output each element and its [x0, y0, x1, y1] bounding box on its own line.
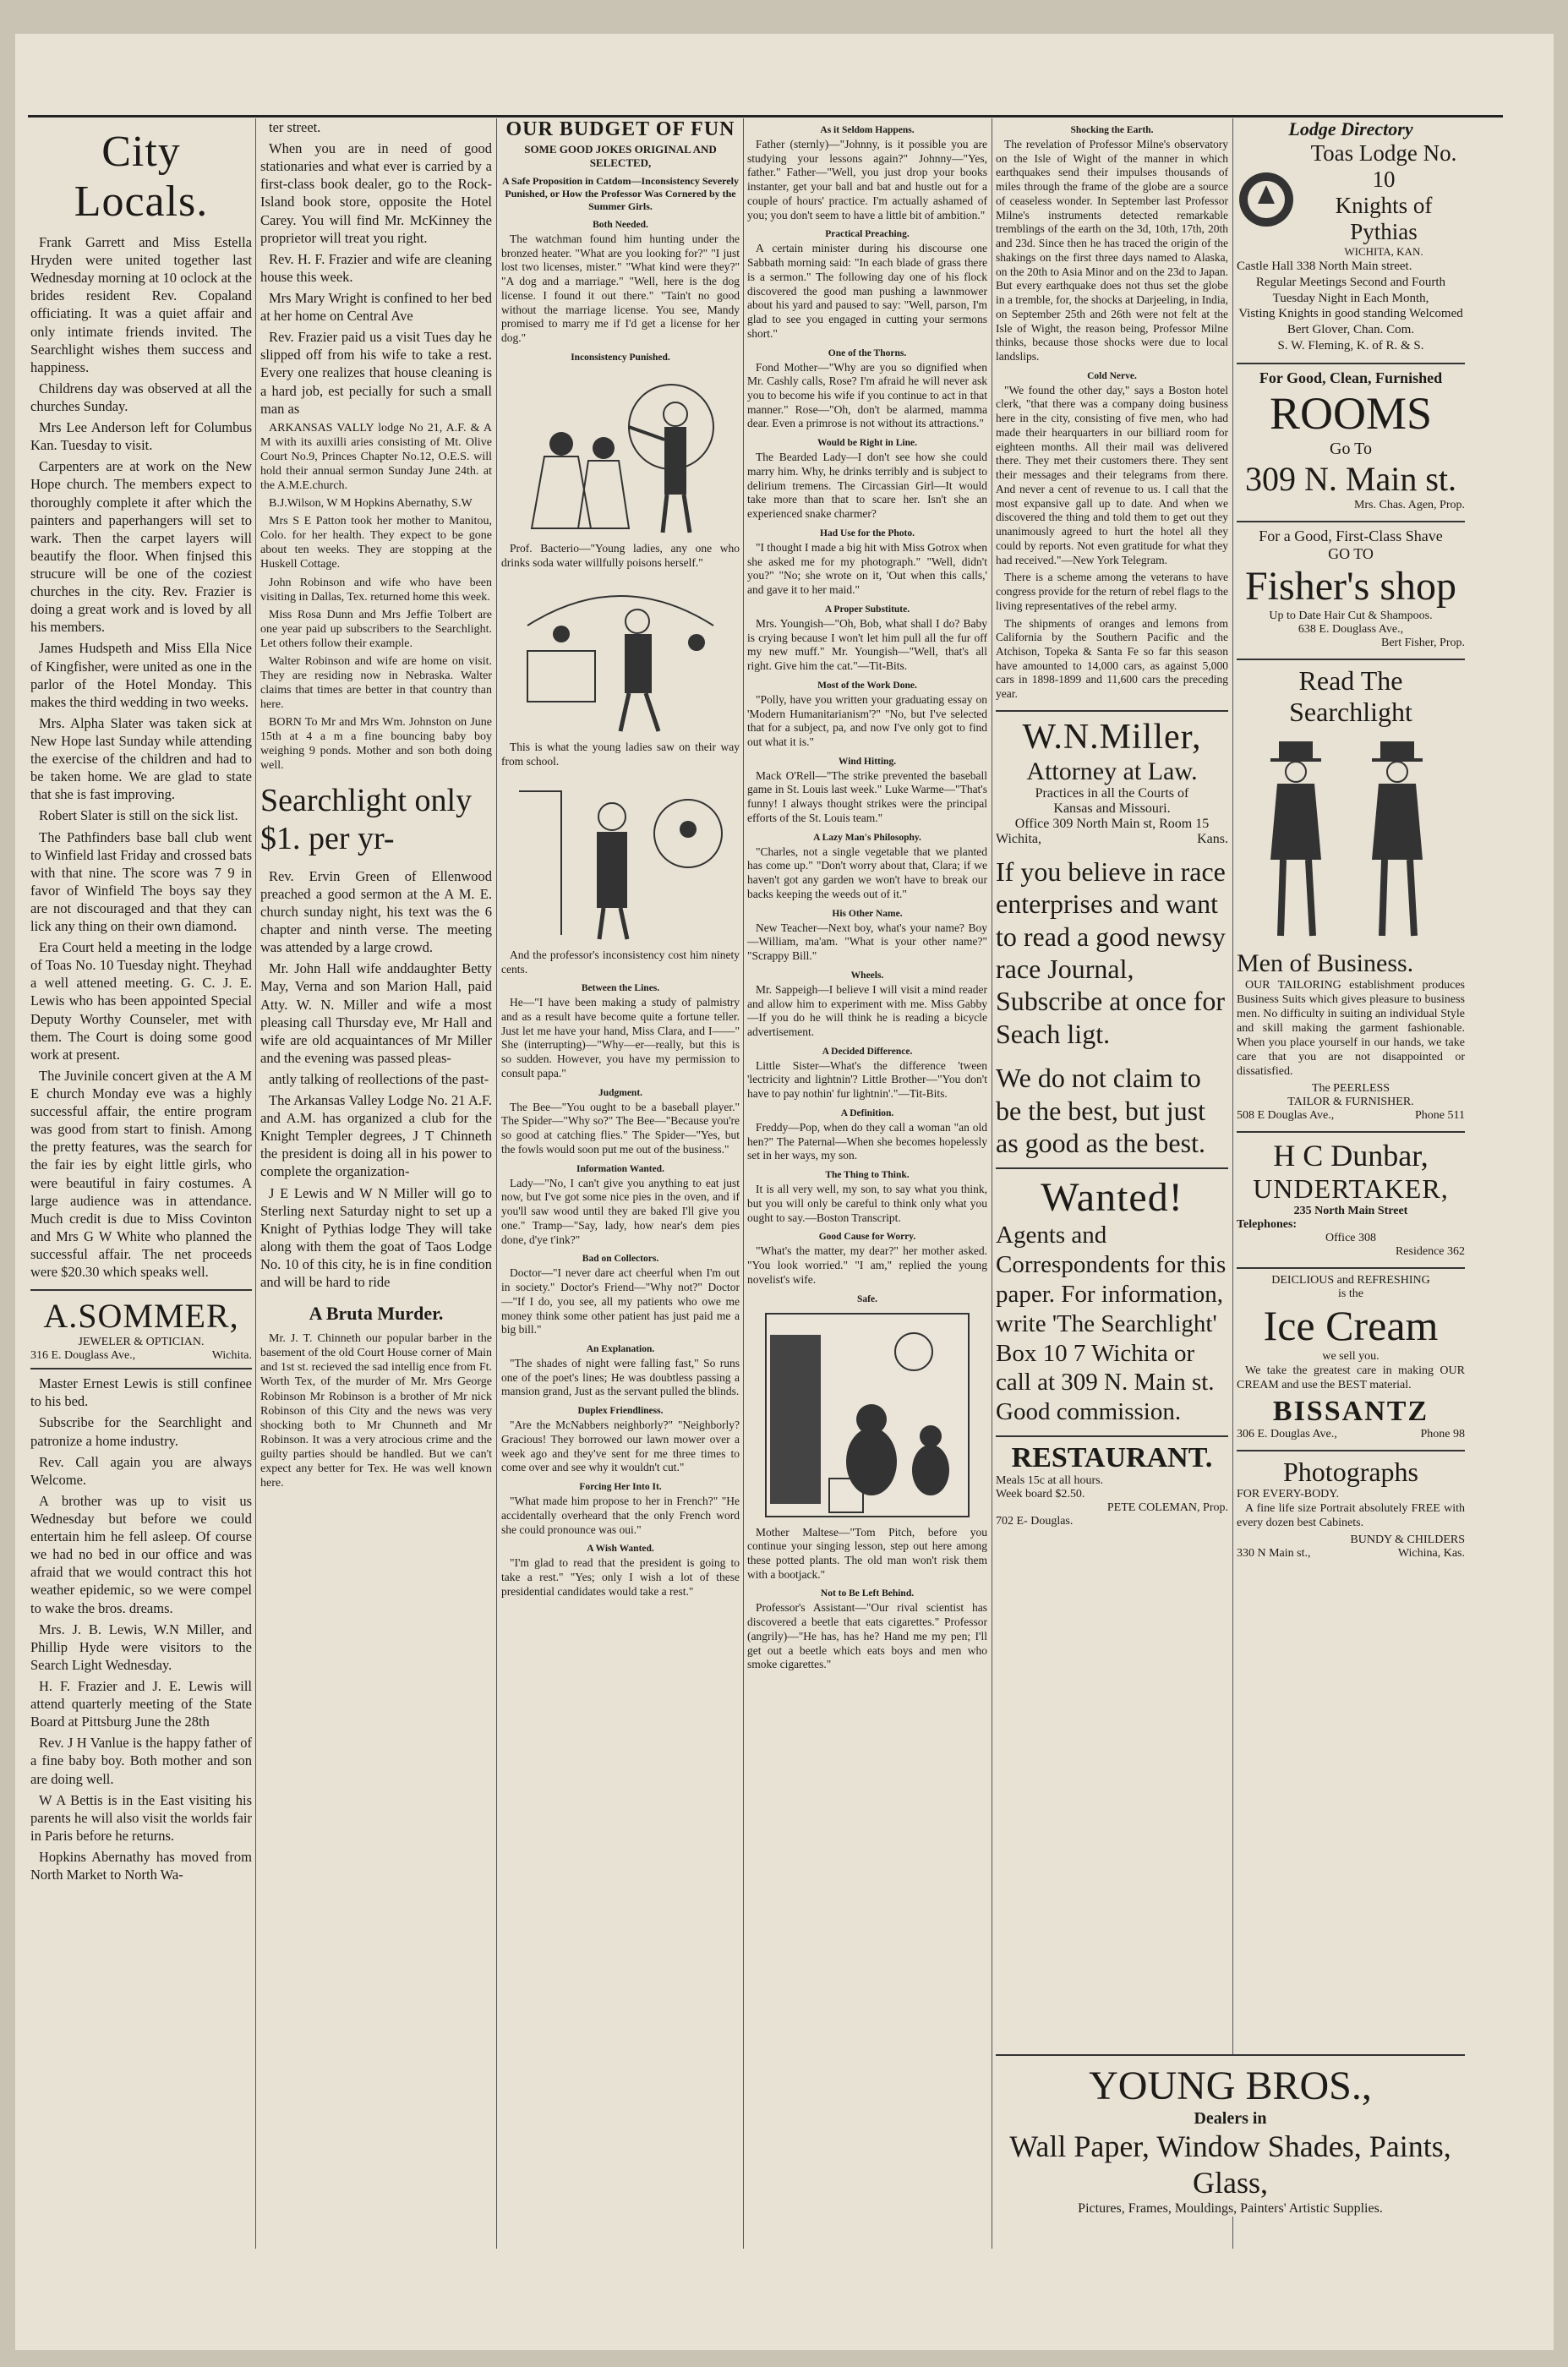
- local-item: H. F. Frazier and J. E. Lewis will attend quarterly meeting of the State Board at Pittsburg June the 28th: [30, 1677, 252, 1730]
- miller-ad: [996, 710, 1228, 847]
- read-searchlight: Read The Searchlight: [1237, 659, 1465, 728]
- column-two-items: [260, 118, 492, 418]
- joke-heading: A Proper Substitute.: [824, 604, 910, 615]
- joke-text: It is all very well, my son, to say what you think, but you will only be careful to think only what you ought to say.—Boston Transcript.: [747, 1183, 987, 1224]
- joke-heading: A Lazy Man's Philosophy.: [813, 832, 921, 843]
- restaurant-meals: Meals 15c at all hours.: [996, 1474, 1104, 1487]
- local-item: Hopkins Abernathy has moved from North Market to North Wa-: [30, 1848, 252, 1883]
- young-dealers: Dealers in: [1194, 2109, 1267, 2128]
- joke-heading: Would be Right in Line.: [817, 438, 917, 449]
- joke-text: "What's the matter, my dear?" her mother asked. "You look worried." "I am," replied the young novelist's wife.: [747, 1244, 987, 1286]
- rooms-ad: [1237, 363, 1465, 512]
- local-item: Robert Slater is still on the sick list.: [39, 807, 238, 824]
- joke-heading: Cold Nerve.: [1087, 370, 1137, 381]
- young-goods: Wall Paper, Window Shades, Paints, Glass,: [1009, 2129, 1451, 2200]
- restaurant-title: RESTAURANT.: [1011, 1442, 1213, 1473]
- joke-text: Mrs. Youngish—"Oh, Bob, what shall I do? Baby is crying because I won't let him pull all the fur off my new muff." Mr. Youngish—"Well, that's all right. Give him the cat."—Tit-Bits.: [747, 616, 987, 673]
- miller-states: Kansas and Missouri.: [1053, 801, 1171, 816]
- local-item: W A Bettis is in the East visiting his parents he will also visit the worlds fair in Paris before he returns.: [30, 1791, 252, 1844]
- professor-illustration: [511, 368, 730, 537]
- column-two: [260, 118, 492, 1494]
- column-jokes: [747, 118, 987, 1675]
- joke-text: Mr. Sappeigh—I believe I will visit a mind reader and allow him to experiment with me. Miss Gabby—If you do he will think he is reading a bicycle advertisement.: [747, 982, 987, 1038]
- illustration-caption-2: This is what the young ladies saw on their way from school.: [501, 741, 740, 768]
- illustration-caption-1: Prof. Bacterio—"Young ladies, any one who drinks soda water willfully poisons herself.": [501, 541, 740, 569]
- ice-cream-ad: [1237, 1267, 1465, 1441]
- tailor-name: The PEERLESS: [1311, 1082, 1390, 1096]
- column-directory: [1237, 118, 1465, 1561]
- joke-text: "What made him propose to her in French?" "He accidentally overheard that the only French word she could pronounce was oui.": [501, 1495, 740, 1536]
- joke-heading: Information Wanted.: [576, 1163, 664, 1174]
- joke-text: Professor's Assistant—"Our rival scientist has discovered a beetle that eats cigarettes." Professor (angrily)—"He has, has he? Hand me my pen; I'll get out a beetle which eats boys and men who smoke cigarettes.": [747, 1601, 987, 1671]
- restaurant-prop: PETE COLEMAN, Prop.: [1106, 1501, 1228, 1514]
- local-item: Rev. Frazier paid us a visit Tues day he slipped off from his wife to take a rest. Every one realizes that house cleaning is a hard job, est pecially for such a small man as: [260, 329, 492, 417]
- miller-name: W.N.Miller,: [1022, 717, 1202, 757]
- icecream-we: we sell you.: [1322, 1350, 1380, 1364]
- local-item: Mr. John Hall wife anddaughter Betty May, Verna and son Marion Hall, paid Atty. W. N. Miller and wife a most pleasing call Thursday eve, Mr Hall and wife are old acquaintances of Mr Miller and the evening was passed pleas-: [260, 960, 492, 1066]
- jokes-group-4: [996, 125, 1228, 567]
- local-item: Rev. H. F. Frazier and wife are cleaning house this week.: [260, 250, 492, 285]
- lodge-line: Tuesday Night in Each Month,: [1272, 291, 1429, 305]
- joke-text: Little Sister—What's the difference 'tween 'lectricity and lightnin'? Little Brother—"You don't have to pay nothin' fur lightnin'."—Tit-Bits.: [747, 1058, 987, 1101]
- wanted-title: Wanted!: [1041, 1175, 1183, 1221]
- local-item: Era Court held a meeting in the lodge of Toas No. 10 Tuesday night. Theyhad a well attened meeting. G. C. J. E. Lewis who has been appointed Special Deputy Worthy Counseler, met with them. The Court is doing some good work at present.: [30, 939, 252, 1063]
- wanted-text: Agents and Correspondents for this paper. For information, write 'The Searchlight' Box 10 7 Wichita or call at 309 N. Main st. Good commission.: [996, 1222, 1227, 1426]
- sommer-ad: [30, 1289, 252, 1369]
- joke-heading: Bad on Collectors.: [582, 1254, 659, 1265]
- joke-text: Doctor—"I never dare act cheerful when I'm out in society." Doctor's Friend—"Why not?" Doctor—"If I do, you see, all my patients who owe me money think some other patient has just paid me a big bill.": [501, 1266, 740, 1337]
- murder-headline: A Bruta Murder.: [309, 1303, 444, 1325]
- illustration-caption-3: And the professor's inconsistency cost him ninety cents.: [501, 948, 740, 976]
- photos-firm: BUNDY & CHILDERS: [1350, 1533, 1465, 1547]
- bissantz-name: BISSANTZ: [1272, 1396, 1429, 1428]
- joke-text: A certain minister during his discourse one Sabbath morning said: "In each blade of grass there is a sermon." The following day one of his flock discovered the good man pushing a lawnmower about his yard and paused to say: "Well, parson, I'm glad to see you engaged in cutting your sermons short.": [747, 242, 987, 340]
- lodge-directory-heading: Lodge Directory: [1288, 118, 1413, 139]
- lodge-title: Toas Lodge No. 10: [1310, 140, 1457, 192]
- tailor-text: OUR TAILORING establishment produces Business Suits which gives pleasure to business men. No difficulty in suiting an individual Style and skill making the garment fashionable. When you place yourself in our hands, we take care that you are not disappointed or dissatisfied.: [1237, 978, 1465, 1078]
- fisher-goto: GO TO: [1328, 544, 1374, 562]
- jokes-group-2: [501, 983, 740, 1599]
- icecream-is: is the: [1338, 1287, 1363, 1301]
- joke-text: Mack O'Rell—"The strike prevented the baseball game in St. Louis last week." Luke Warme—"That's funny! I always thought strikes were the principal efforts of the St. Louis team.": [747, 768, 987, 824]
- joke-heading: Between the Lines.: [581, 983, 660, 994]
- lodge-lines: [1237, 259, 1465, 354]
- top-rule: [28, 115, 1503, 118]
- dunbar-telephones: Telephones:: [1237, 1218, 1298, 1232]
- column-two-small-items: [260, 421, 492, 774]
- knights-emblem-icon: [1237, 170, 1296, 229]
- rooms-address: 309 N. Main st.: [1245, 459, 1456, 498]
- local-item: J E Lewis and W N Miller will go to Sterling next Saturday night to set up a Knight of Pythias lodge They will take along with them the goat of Taos Lodge No. 10 of this city, he is in fine condition and will be hard to ride: [260, 1184, 492, 1291]
- tailor-address: 508 E Douglas Ave.,: [1237, 1109, 1335, 1123]
- joke-heading: A Wish Wanted.: [587, 1544, 654, 1555]
- joke-heading: Forcing Her Into It.: [579, 1482, 662, 1493]
- bissantz-phone: Phone 98: [1420, 1428, 1465, 1441]
- local-item: Subscribe for the Searchlight and patronize a home industry.: [30, 1414, 252, 1449]
- sommer-city: Wichita.: [211, 1349, 252, 1363]
- joke-text: "The shades of night were falling fast," So runs one of the poet's lines; He was doubtless passing a mansion grand, Just as the servant pulled the blinds.: [501, 1356, 740, 1398]
- local-item: A brother was up to visit us Wednesday but before we could entertain him he fell asleep. Of course we had no bed in our office and was afraid that we would contract this hot weather epidemic, so we were compel to wake the bros. dreams.: [30, 1492, 252, 1616]
- miller-title: Attorney at Law.: [1026, 757, 1198, 785]
- joke-heading: An Explanation.: [586, 1343, 655, 1354]
- joke-heading: As it Seldom Happens.: [820, 125, 915, 135]
- dunbar-residence: Residence 362: [1395, 1245, 1465, 1259]
- joke-heading: Practical Preaching.: [825, 229, 910, 240]
- joke-heading: Safe.: [857, 1293, 877, 1304]
- icecream-top: DEICLIOUS and REFRESHING: [1271, 1274, 1430, 1287]
- column-rule: [496, 118, 497, 2249]
- joke-text: "I thought I made a big hit with Miss Gotrox when she asked me for my photograph." "Well, didn't you?" "No; she wrote on it, 'Out when this calls,' and gave it to her maid.": [747, 540, 987, 597]
- murder-story: Mr. J. T. Chinneth our popular barber in the basement of the old Court House corner of Main and 1st st. recieved the sad intellig ence from Ft. Worth Tex, of the murder of Mr. Mrs George Robinson Mr Robinson is a brother of Mr nick Robinson of this City and the news was very shocking both to Mr Chunneth and Mr Robinson. It was a very atrocious crime and the guilty parties should be handled. But we can't expect any better for Tex. He was well known here.: [260, 1332, 492, 1490]
- joke-text: "Charles, not a single vegetable that we planted has come up." "Don't worry about that, Clara; if we haven't got any garden we won't have to break our backs keeping the weeds out of it.": [747, 845, 987, 900]
- budget-deck: A Safe Proposition in Catdom—Inconsistency Severely Punished, or How the Professor Was Cornered by the Summer Girls.: [502, 175, 739, 212]
- local-item: B.J.Wilson, W M Hopkins Abernathy, S.W: [269, 497, 473, 511]
- miller-city: Wichita,: [996, 831, 1041, 846]
- local-item: The Juvinile concert given at the A M E church Monday eve was a highly successful affair, the entire program was good from start to finish. Among the pretty features, was the search for the fair ies by eight little girls, who were beautiful in fairy costumes. A large audience was in attendance. Much credit is due to Miss Covinton and Mrs G W White who planned the successful affair. The net proceeds were $20.30 which speaks well.: [30, 1067, 252, 1281]
- local-item: Childrens day was observed at all the churches Sunday.: [30, 380, 252, 414]
- news-notes: [996, 571, 1228, 702]
- joke-heading: Most of the Work Done.: [817, 680, 917, 691]
- budget-subtitle: SOME GOOD JOKES ORIGINAL AND SELECTED,: [524, 143, 717, 169]
- local-item: James Hudspeth and Miss Ella Nice of Kingfisher, were united as one in the parlor of the Hotel Monday. This makes the third wedding in two weeks.: [30, 640, 252, 710]
- local-item: When you are in need of good stationaries and what ever is carried by a first-class book dealer, go to the Rock-Island book store, opposite the Hotel Carey. You will find Mr. McKinney the proprietor will treat you right.: [260, 140, 492, 246]
- city-locals-items-2: [30, 1375, 252, 1883]
- young-name: YOUNG BROS.,: [1089, 2064, 1372, 2108]
- joke-heading: A Decided Difference.: [822, 1046, 913, 1057]
- icecream-big: Ice Cream: [1263, 1302, 1439, 1350]
- joke-text: Lady—"No, I can't give you anything to eat just now, but I've got some nice pies in the oven, and if you'll saw wood until they are baked I'll give you one." Tramp—"Say, lady, how near's dem pies done, d'ye t'ink?": [501, 1176, 740, 1246]
- local-item: ARKANSAS VALLY lodge No 21, A.F. & A M with its auxilli aries consisting of Mt. Olive Court No.9, Princes Chapter No.12, O.E.S. will hold their annual sermon Sunday June 24th. at the A.M.E.church.: [260, 421, 492, 493]
- photos-address: 330 N Main st.,: [1237, 1547, 1311, 1561]
- dunbar-trade: UNDERTAKER,: [1253, 1173, 1449, 1205]
- city-locals-heading: City Locals.: [74, 128, 209, 226]
- rooms-goto: Go To: [1330, 439, 1372, 458]
- joke-text: Father (sternly)—"Johnny, is it possible you are studying your lessons again?" Johnny—"Yes, father." Father—"Well, you just drop your books instanter, get your ball and bat and hustle out for a couple of hours' practice. I'm actually ashamed of you; you don't seem to have a little bit of ambition.": [747, 138, 987, 221]
- dunbar-name: H C Dunbar,: [1273, 1139, 1429, 1173]
- joke-text: "I'm glad to read that the president is going to take a rest." "Yes; only I wish a lot of these presidential candidates would take a rest.": [501, 1556, 740, 1598]
- local-item: Mrs. J. B. Lewis, W.N Miller, and Phillip Hyde were visitors to the Search Light Wednesday.: [30, 1621, 252, 1673]
- joke-text: "Polly, have you written your graduating essay on 'Modern Humanitarianism'?" "No, but I've selected that for a subject, pa, and now I've only got to find out what it is.": [747, 692, 987, 748]
- dunbar-office: Office 308: [1325, 1232, 1376, 1245]
- local-item: John Robinson and wife who have been visiting in Dallas, Tex. returned home this week.: [260, 576, 492, 604]
- restaurant-address: 702 E- Douglas.: [996, 1515, 1074, 1528]
- lodge-city: WICHITA, KAN.: [1344, 245, 1423, 258]
- restaurant-board: Week board $2.50.: [996, 1488, 1085, 1501]
- joke-text: "Are the McNabbers neighborly?" "Neighborly? Gracious! They borrowed our lawn mower over a week ago and they've sent for me three times to come over and see why it wouldn't cut.": [501, 1419, 740, 1474]
- column-rule: [255, 118, 256, 2249]
- icecream-text: We take the greatest care in making OUR CREAM and use the BEST material.: [1237, 1364, 1465, 1392]
- photos-text: A fine life size Portrait absolutely FREE with every dozen best Cabinets.: [1237, 1502, 1465, 1530]
- news-note: The shipments of oranges and lemons from California by the Southern Pacific and the Atchison, Topeka & Santa Fe so far this season have amounted to 14,000 cars, as against 5,000 cars in 1898-1899 and 11,600 cars the preceding year.: [996, 616, 1228, 701]
- photos-city: Wichina, Kas.: [1397, 1547, 1465, 1561]
- tailor-phone: Phone 511: [1415, 1109, 1465, 1123]
- column-rule: [743, 118, 744, 2249]
- joke-text: Freddy—Pop, when do they call a woman "an old hen?" The Paternal—When she becomes hopelessly set in her ways, my son.: [747, 1120, 987, 1162]
- local-item: Rev. J H Vanlue is the happy father of a fine baby boy. Both mother and son are doing well.: [30, 1735, 252, 1787]
- joke-heading: The Thing to Think.: [825, 1170, 910, 1181]
- race-enterprise-pitch: If you believe in race enterprises and want to read a good newsy race Journal, Subscribe at once for Seach ligt.: [996, 856, 1226, 1049]
- local-item: Miss Rosa Dunn and Mrs Jeffie Tolbert are one year paid up subscribers to the Searchlight. Let others follow their example.: [260, 608, 492, 650]
- local-item: antly talking of reollections of the past-: [269, 1070, 489, 1087]
- joke-heading: Wheels.: [850, 970, 884, 981]
- city-locals-items: [30, 233, 252, 1281]
- bissantz-address: 306 E. Douglas Ave.,: [1237, 1428, 1337, 1441]
- wanted-ad: [996, 1167, 1228, 1221]
- local-item: Rev. Call again you are always Welcome.: [30, 1453, 252, 1488]
- joke-text: The Bee—"You ought to be a baseball player." The Spider—"Why so?" The Bee—"Because you're so good at catching flies." The Spider—"Yes, but the fowls would soon put me out of the business.": [501, 1100, 740, 1156]
- local-item: Carpenters are at work on the New Hope church. The members expect to thoroughly complete it after which the painters and paperhangers will set to wark. Then the carpet layers will beautify the floor. When finjsed this strucure will be one of the coziest churches in the city. Rev. Frazier is doing a great work and is loved by all his members.: [30, 458, 252, 636]
- rooms-big: ROOMS: [1269, 387, 1433, 439]
- photos-sub: FOR EVERY-BODY.: [1237, 1488, 1340, 1501]
- column-budget-of-fun: [501, 118, 740, 1603]
- miller-office: Office 309 North Main st, Room 15: [1014, 816, 1210, 831]
- businessmen-illustration: [1254, 733, 1448, 944]
- jokes-group-3: [747, 125, 987, 1304]
- local-item: Master Ernest Lewis is still confinee to his bed.: [30, 1375, 252, 1410]
- local-item: Mrs S E Patton took her mother to Manitou, Colo. for her health. They expect to be gone about ten weeks. They are stopping at the Huskell Cottage.: [260, 515, 492, 571]
- joke-heading: Judgment.: [598, 1087, 643, 1098]
- fisher-line-3: Bert Fisher, Prop.: [1381, 636, 1465, 649]
- joke-heading: His Other Name.: [832, 908, 903, 919]
- best-claim: We do not claim to be the best, but just as good as the best.: [996, 1063, 1205, 1159]
- local-item: Mrs Mary Wright is confined to her bed at her home on Central Ave: [260, 289, 492, 325]
- joke-text: The watchman found him hunting under the bronzed heater. "What are you looking for?" "I just lost two licenses, mister." "What kind were they?" "A dog and a marriage." "Well, here is the dog license. I found it out there." "Tain't no good without the marriage license. You see, Mandy promised to marry me if I'd get a license for her dog.": [501, 232, 740, 345]
- sommer-trade: JEWELER & OPTICIAN.: [78, 1336, 205, 1349]
- subscription-promo: Searchlight only $1. per yr-: [260, 782, 473, 857]
- tailor-firm: TAILOR & FURNISHER.: [1287, 1096, 1414, 1109]
- local-item: The Arkansas Valley Lodge No. 21 A.F. and A.M. has organized a club for the Knight Templer degrees, J T Chinneth the president is doing all in his power to complete the organization-: [260, 1092, 492, 1180]
- photos-title: Photographs: [1283, 1457, 1418, 1488]
- budget-title: OUR BUDGET OF FUN: [505, 118, 735, 140]
- restaurant-ad: [996, 1435, 1228, 1528]
- miller-state: Kans.: [1197, 831, 1228, 846]
- joke-text: "We found the other day," says a Boston hotel clerk, "that there was a company doing business here in the city, consisting of five men, who had made their hearquarters in our billiard room for eighteen months. All their mail was delivered there. They met their customers there. They sent their messages and their telegrams from there. And never a cent of revenue to us. I call that the most expansive gall up to date. And when we discovered the thing and told them to get out they unanimously agreed to hurt the hotel all they could by reports. Not even gratitude for what they had received."—New York Telegram.: [996, 383, 1228, 566]
- cats-caption: Mother Maltese—"Tom Pitch, before you continue your singing lesson, step out here among these potted plants. The old man won't risk them with a bootjack.": [747, 1525, 987, 1581]
- joke-heading: A Definition.: [840, 1107, 894, 1118]
- cashier-illustration: [511, 774, 730, 943]
- lodge-line: Bert Glover, Chan. Com.: [1287, 323, 1415, 336]
- joke-heading: Good Cause for Worry.: [818, 1232, 916, 1243]
- dunbar-address: 235 North Main Street: [1293, 1205, 1408, 1218]
- lodge-line: S. W. Fleming, K. of R. & S.: [1277, 338, 1424, 353]
- rooms-top: For Good, Clean, Furnished: [1259, 369, 1443, 386]
- joke-heading: One of the Thorns.: [828, 347, 907, 358]
- fisher-top: For a Good, First-Class Shave: [1259, 527, 1443, 544]
- young-more: Pictures, Frames, Mouldings, Painters' Artistic Supplies.: [1078, 2201, 1383, 2217]
- local-item: Rev. Ervin Green of Ellenwood preached a good sermon at the A M. E. church sunday night, his text was the 6 chapter and ninth verse. The meeting was attended by a large crowd.: [260, 867, 492, 956]
- sommer-address: 316 E. Douglass Ave.,: [30, 1349, 136, 1363]
- miller-courts: Practices in all the Courts of: [1035, 785, 1189, 801]
- tailor-title: Men of Business.: [1237, 948, 1414, 977]
- local-item: ter street.: [269, 119, 321, 135]
- column-five: [996, 118, 1228, 1528]
- joke-text: New Teacher—Next boy, what's your name? Boy—William, ma'am. "What is your other name?" "Scrappy Bill.": [747, 921, 987, 963]
- column-two-items-3: [260, 867, 492, 1292]
- sommer-name: A.SOMMER,: [43, 1297, 239, 1336]
- joke-heading: Inconsistency Punished.: [571, 352, 670, 363]
- rooms-prop: Mrs. Chas. Agen, Prop.: [1353, 498, 1465, 511]
- fisher-shop: Fisher's shop: [1244, 563, 1456, 609]
- local-item: Mrs. Alpha Slater was taken sick at New Hope last Sunday while attending the exercise of the children and had to be taken home. We are glad to state that she is fast improving.: [30, 714, 252, 803]
- young-bros-ad: [996, 2054, 1465, 2217]
- joke-text: He—"I have been making a study of palmistry and as a result have become quite a fortune teller. Just let me have your hand, Miss Clara, and I——" She (interrupting)—"Why—er—really, but this is so sudden. However, you have my permission to consult papa.": [501, 996, 740, 1080]
- photographs-ad: [1237, 1450, 1465, 1561]
- lodge-line: Visting Knights in good standing Welcomed: [1238, 307, 1463, 321]
- fisher-line-1: Up to Date Hair Cut & Shampoos.: [1269, 609, 1433, 622]
- column-rule: [1232, 118, 1233, 2249]
- dunbar-ad: [1237, 1131, 1465, 1259]
- local-item: Frank Garrett and Miss Estella Hryden were united together last Wednesday morning at 10 oclock at the brides resident Rev. Copaland officiating. It was a quiet affair and only intimate friends invited. The Searchlight wishes them success and happiness.: [30, 234, 252, 375]
- joke-heading: Not to Be Left Behind.: [820, 1588, 915, 1599]
- local-item: The Pathfinders base ball club went to Winfield last Friday and crossed bats with that nine. The score was 7 9 in favor of Winfield The boys say they are not discouraged and that they can lick any thing on their own diamond.: [30, 828, 252, 935]
- joke-heading: Had Use for the Photo.: [820, 528, 915, 538]
- local-item: Walter Robinson and wife are home on visit. They are residing now in Nebraska. Walter claims that times are better in that country than here.: [260, 654, 492, 712]
- joke-heading: Both Needed.: [593, 220, 648, 230]
- local-item: BORN To Mr and Mrs Wm. Johnston on June 15th at 4 a m a fine bouncing baby boy weighing 9 ponds. Mother and son both doing well.: [260, 716, 492, 773]
- joke-text: The revelation of Professor Milne's observatory on the Isle of Wight of the manner in which earthquakes send their impulses thousands of miles through the frame of the globe are a source of ceaseless wonder. In September last Professor Milne's instruments detected remarkable tremblings of the earth on the 3d, 10th, 17th, 20th and 23d. Since then he has traced the origin of the shakings on the first three days named to Alaska, on the 20th to Asia Minor and on the 23d to Japan. But every earthquake does not thus set the globe in a tremble, for, the shocks at Darjeeling, in India, on September 25th and 26th were not felt at the Isle of Wight, the reason being, Professor Milne thinks, because those shocks were due to local landslips.: [996, 138, 1228, 364]
- joke-heading: Shocking the Earth.: [1070, 125, 1154, 135]
- lodge-line: Regular Meetings Second and Fourth: [1255, 275, 1446, 289]
- local-item: Mrs Lee Anderson left for Columbus Kan. Tuesday to visit.: [30, 419, 252, 454]
- newspaper-page: [15, 34, 1554, 2350]
- column-city-locals: [30, 118, 252, 1887]
- joke-text: Fond Mother—"Why are you so dignified when Mr. Cashly calls, Rose? I'm afraid he will never ask you to become his wife if you continue to act in that manner." Rose—"Oh, don't be alarmed, mamma dear. Even a primrose is not without its attractions.": [747, 360, 987, 430]
- joke-text: The Bearded Lady—I don't see how she could marry him. Why, he drinks terribly and is subject to delirium tremens. The Circassian Girl—It would take more than that to scare her. Isn't she an experienced snake charmer?: [747, 451, 987, 521]
- lodge-line: Castle Hall 338 North Main street.: [1237, 260, 1412, 273]
- cats-illustration: [762, 1309, 973, 1521]
- fisher-line-2: 638 E. Douglass Ave.,: [1298, 622, 1404, 636]
- fisher-ad: [1237, 521, 1465, 650]
- joke-heading: Wind Hitting.: [838, 756, 897, 767]
- news-note: There is a scheme among the veterans to have congress provide for the return of rebel flags to the living representatives of the rebel army.: [996, 571, 1228, 612]
- lodge-subtitle: Knights of Pythias: [1335, 193, 1433, 244]
- soda-fountain-illustration: [511, 575, 730, 735]
- jokes-group-1: [501, 220, 740, 363]
- joke-heading: Duplex Friendliness.: [577, 1406, 664, 1417]
